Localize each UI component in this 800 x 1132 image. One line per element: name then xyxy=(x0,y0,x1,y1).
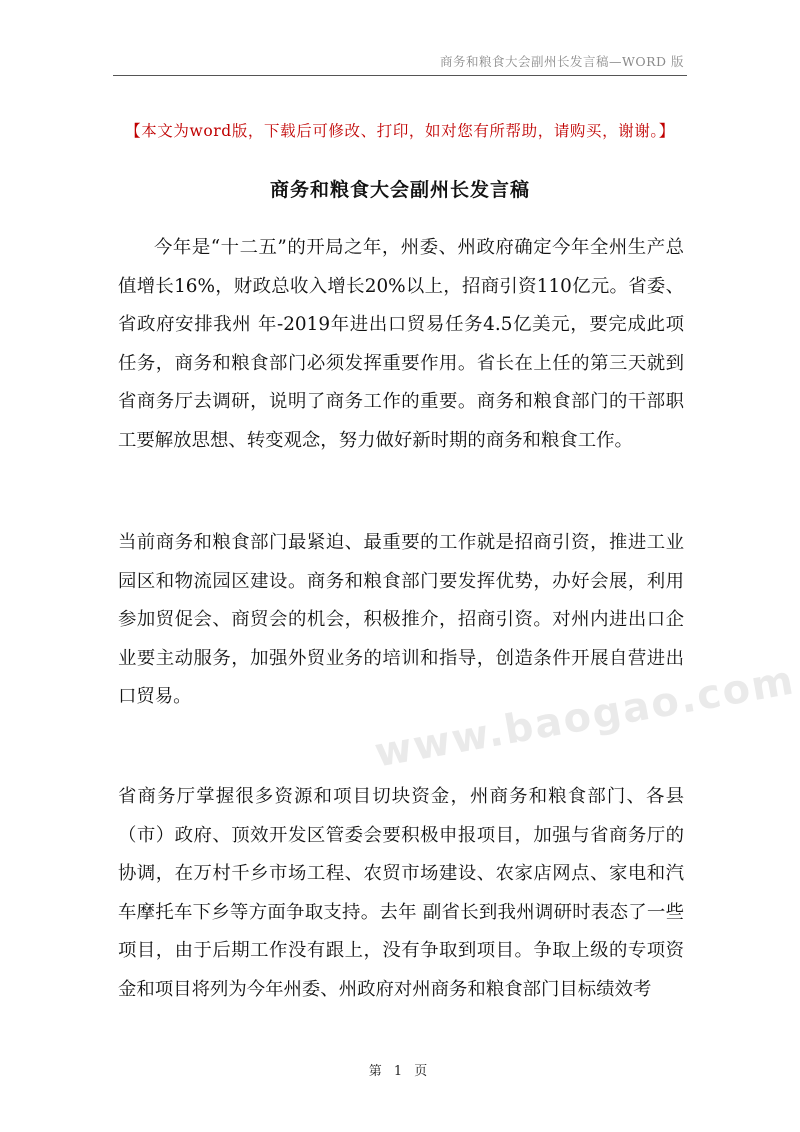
purchase-notice: 【本文为word版，下载后可修改、打印，如对您有所帮助，请购买，谢谢。】 xyxy=(125,122,675,140)
body-paragraph-1: 今年是“十二五”的开局之年，州委、州政府确定今年全州生产总值增长16%，财政总收入增长20%以上，招商引资110亿元。省委、省政府安排我州 年-2019年进出口贸易任务4.5亿美元，要完成此项任务，商务和粮食部门必须发挥重要作用。省长在上任的第三天就到省商务厅去调研，说明了商务工作的重要。商务和粮食部门的干部职工要解放思想、转变观念，努力做好新时期的商务和粮食工作。 xyxy=(118,237,684,451)
document-title: 商务和粮食大会副州长发言稿 xyxy=(269,179,530,201)
page-number: 第 1 页 xyxy=(368,1064,432,1079)
body-paragraph-2: 当前商务和粮食部门最紧迫、最重要的工作就是招商引资，推进工业园区和物流园区建设。商务和粮食部门要发挥优势，办好会展，利用参加贸促会、商贸会的机会，积极推介，招商引资。对州内进出口企业要主动服务，加强外贸业务的培训和指导，创造条件开展自营进出口贸易。 xyxy=(118,532,684,707)
body-paragraph-3: 省商务厅掌握很多资源和项目切块资金，州商务和粮食部门、各县（市）政府、顶效开发区管委会要积极申报项目，加强与省商务厅的协调，在万村千乡市场工程、农贸市场建设、农家店网点、家电和汽车摩托车下乡等方面争取支持。去年 副省长到我州调研时表态了一些项目，由于后期工作没有跟上，没有争取到项目。争取上级的专项资金和项目将列为今年州委、州政府对州商务和粮食部门目标绩效考 xyxy=(118,786,684,1000)
watermark: www.baogao.com xyxy=(371,657,799,777)
header-rule xyxy=(113,75,687,76)
running-header: 商务和粮食大会副州长发言稿—WORD 版 xyxy=(439,54,684,69)
